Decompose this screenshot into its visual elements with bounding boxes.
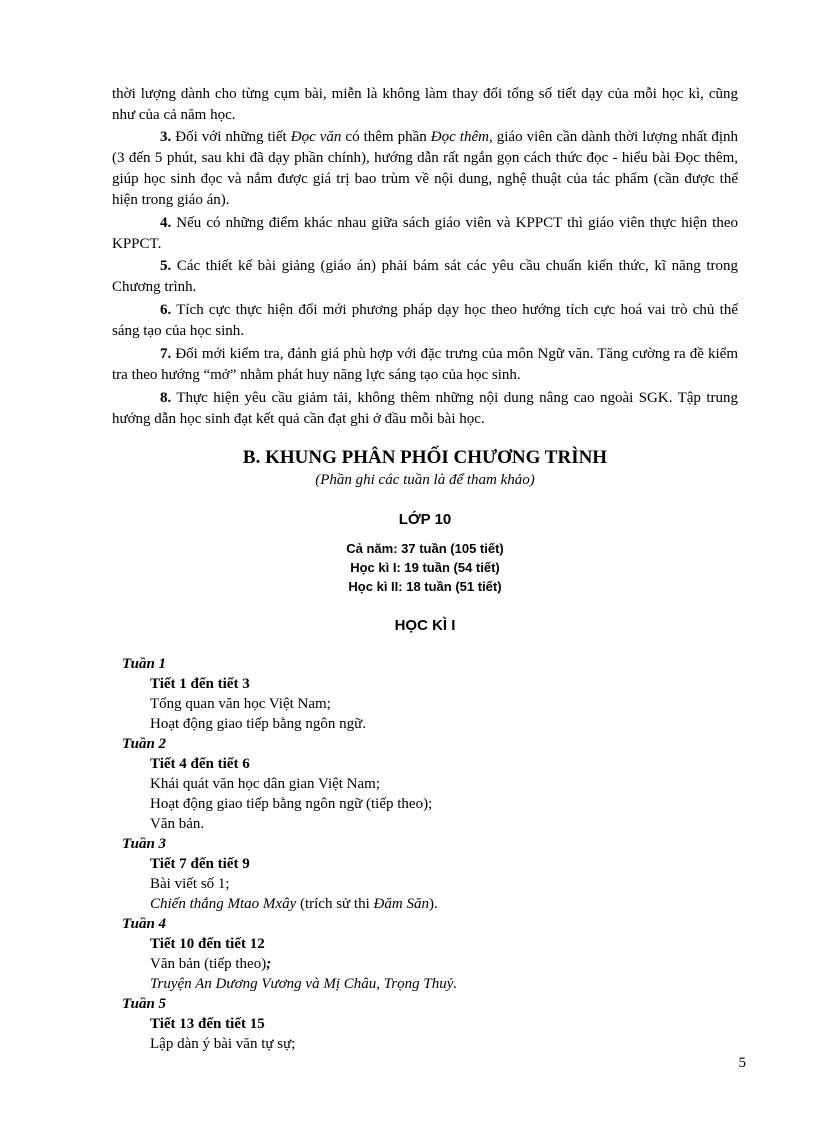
item-text: Tích cực thực hiện đổi mới phương pháp dạy học theo hướng tích cực hoá vai trò chủ thể sáng tạo của học sinh. (112, 302, 738, 339)
lesson-item: Hoạt động giao tiếp bằng ngôn ngữ. (150, 716, 367, 732)
lesson-text: ; (266, 956, 272, 972)
guideline-item-8 (112, 388, 738, 430)
item-number: 3. (160, 129, 172, 145)
period-range: Tiết 1 đến tiết 3 (150, 676, 250, 692)
page-number: 5 (738, 1055, 746, 1071)
item-number: 7. (160, 346, 172, 362)
item-text: Đổi mới kiểm tra, đánh giá phù hợp với đặc trưng của môn Ngữ văn. Tăng cường ra đề kiểm tra theo hướng “mở” nhằm phát huy năng lực sáng tạo của học sinh. (112, 346, 738, 383)
continuation-paragraph: thời lượng dành cho từng cụm bài, miễn là không làm thay đổi tổng số tiết dạy của mỗi học kì, cũng như của cả năm học. (112, 86, 738, 123)
item-text: , giáo viên cần dành thời lượng nhất định (3 đến 5 phút, sau khi đã dạy phần chính), hướng dẫn rất ngắn gọn cách thức đọc - hiểu bài Đọc thêm, giúp học sinh đọc và nắm được giá trị bao trùm về nội dung, nghệ thuật của tác phẩm (cần được thể hiện trong giáo án). (112, 129, 738, 208)
work-title: Chiến thắng Mtao Mxây (150, 896, 297, 912)
period-range: Tiết 13 đến tiết 15 (150, 1016, 265, 1032)
item-number: 5. (160, 258, 172, 274)
week-label: Tuần 3 (122, 836, 167, 852)
item-number: 8. (160, 390, 172, 406)
lesson-text: Văn bản (tiếp theo) (150, 956, 267, 972)
item-number: 6. (160, 302, 172, 318)
lesson-item: Bài viết số 1; (150, 876, 230, 892)
lesson-item: Lập dàn ý bài văn tự sự; (150, 1036, 296, 1052)
emphasis: Đọc thêm (430, 129, 489, 145)
lesson-item: Khái quát văn học dân gian Việt Nam; (150, 776, 381, 792)
guideline-item-7 (112, 344, 738, 386)
grade-summary (112, 539, 738, 596)
lesson-item (122, 954, 722, 974)
guideline-item-5 (112, 256, 738, 298)
week-label: Tuần 4 (122, 916, 167, 932)
lesson-item: Văn bản. (150, 816, 205, 832)
work-title: Truyện An Dương Vương và Mị Châu, Trọng Thuỷ. (150, 976, 458, 992)
guideline-item-4 (112, 213, 738, 255)
week-label: Tuần 2 (122, 736, 167, 752)
lesson-item (122, 894, 722, 914)
summary-line-semester-2: Học kì II: 18 tuần (51 tiết) (348, 579, 502, 594)
item-text: Thực hiện yêu cầu giảm tải, không thêm những nội dung nâng cao ngoài SGK. Tập trung hướng dẫn học sinh đạt kết quả cần đạt ghi ở đầu mỗi bài học. (112, 390, 738, 427)
item-text: Đối với những tiết (171, 129, 291, 145)
work-title: Đăm Săn (373, 896, 429, 912)
section-subtitle: (Phần ghi các tuần là để tham khảo) (315, 472, 535, 488)
lesson-item (122, 974, 722, 994)
summary-line-semester-1: Học kì I: 19 tuần (54 tiết) (350, 560, 500, 575)
week-label: Tuần 1 (122, 656, 167, 672)
item-text: Các thiết kế bài giảng (giáo án) phải bám sát các yêu cầu chuẩn kiến thức, kĩ năng trong Chương trình. (112, 258, 738, 295)
guideline-item-6 (112, 300, 738, 342)
emphasis: Đọc văn (290, 129, 342, 145)
summary-line-year: Cả năm: 37 tuần (105 tiết) (346, 541, 504, 556)
weekly-schedule (122, 654, 722, 1054)
lesson-text: ). (428, 896, 438, 912)
period-range: Tiết 10 đến tiết 12 (150, 936, 265, 952)
lesson-item: Hoạt động giao tiếp bằng ngôn ngữ (tiếp theo); (150, 796, 433, 812)
lesson-item: Tổng quan văn học Việt Nam; (150, 696, 331, 712)
period-range: Tiết 4 đến tiết 6 (150, 756, 250, 772)
item-number: 4. (160, 215, 172, 231)
item-text: có thêm phần (341, 129, 431, 145)
section-title: B. KHUNG PHÂN PHỐI CHƯƠNG TRÌNH (242, 447, 608, 468)
lesson-text: (trích sử thi (296, 896, 374, 912)
guideline-item-3 (112, 127, 738, 211)
grade-title: LỚP 10 (398, 511, 452, 528)
item-text: Nếu có những điểm khác nhau giữa sách giáo viên và KPPCT thì giáo viên thực hiện theo KPPCT. (112, 215, 738, 252)
period-range: Tiết 7 đến tiết 9 (150, 856, 250, 872)
week-label: Tuần 5 (122, 996, 167, 1012)
semester-title: HỌC KÌ I (394, 617, 456, 634)
